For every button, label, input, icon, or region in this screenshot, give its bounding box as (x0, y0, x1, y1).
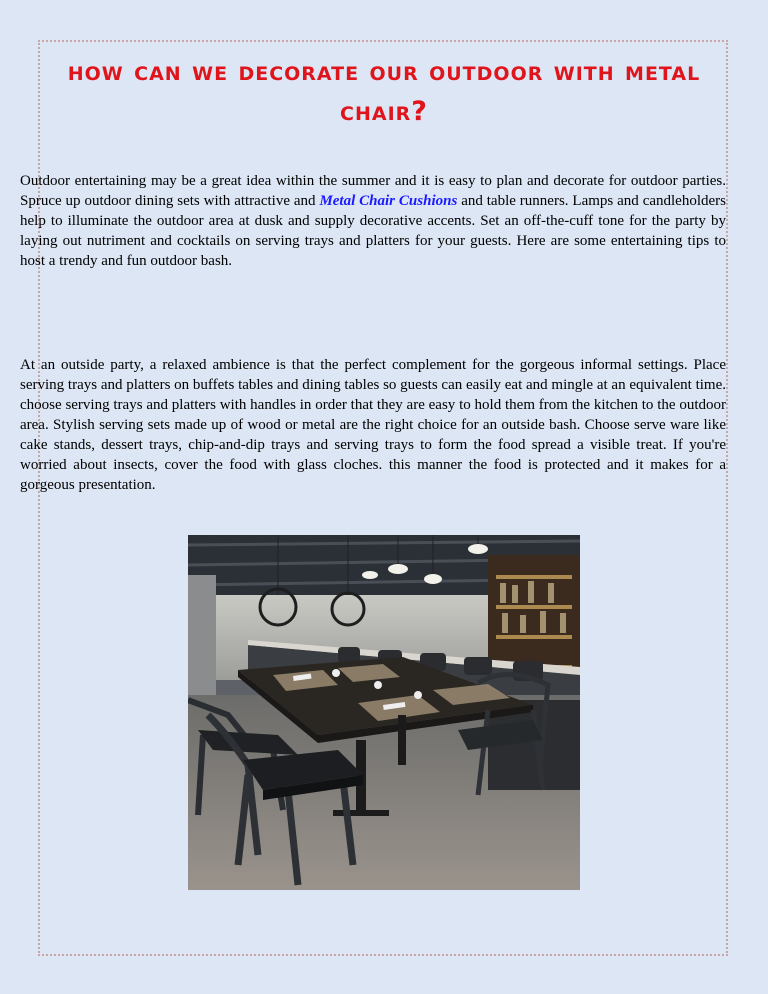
metal-chair-cushions-link[interactable]: Metal Chair Cushions (319, 193, 458, 209)
intro-paragraph (20, 171, 726, 271)
page-title: how can we decorate our outdoor with metal chair? (67, 56, 701, 127)
intro-text-end: and table runners. Lamps and candleholders help to illuminate the outdoor area at dusk and supply decorative accents. Set an off-the-cuff tone for the party by laying out nutriment and cocktails on serving trays and platters for your guests. Here are some entertaining tips to host a trendy and fun outdoor bash. (20, 193, 726, 269)
party-tips-paragraph: At an outside party, a relaxed ambience is that the perfect complement for the gorgeous informal settings. Place serving trays and platters on buffets tables and dining tables so guests can easily eat and mingle at an equivalent time. choose serving trays and platters with handles in order that they are easy to hold them from the kitchen to the outdoor area. Stylish serving sets made up of wood or metal are the right choice for an outside bash. Choose serve ware like cake stands, dessert trays, chip-and-dip trays and serving trays to form the food spread a visible treat. If you're worried about insects, cover the food with glass cloches. this manner the food is protected and it makes for a gorgeous presentation. (20, 357, 726, 493)
restaurant-dining-photo (188, 535, 580, 890)
intro-text-start: Outdoor entertaining may be a great idea within the summer and it is easy to plan and decorate for outdoor parties. Spruce up outdoor dining sets with attractive and (20, 173, 726, 209)
dining-scene-illustration (188, 535, 580, 890)
